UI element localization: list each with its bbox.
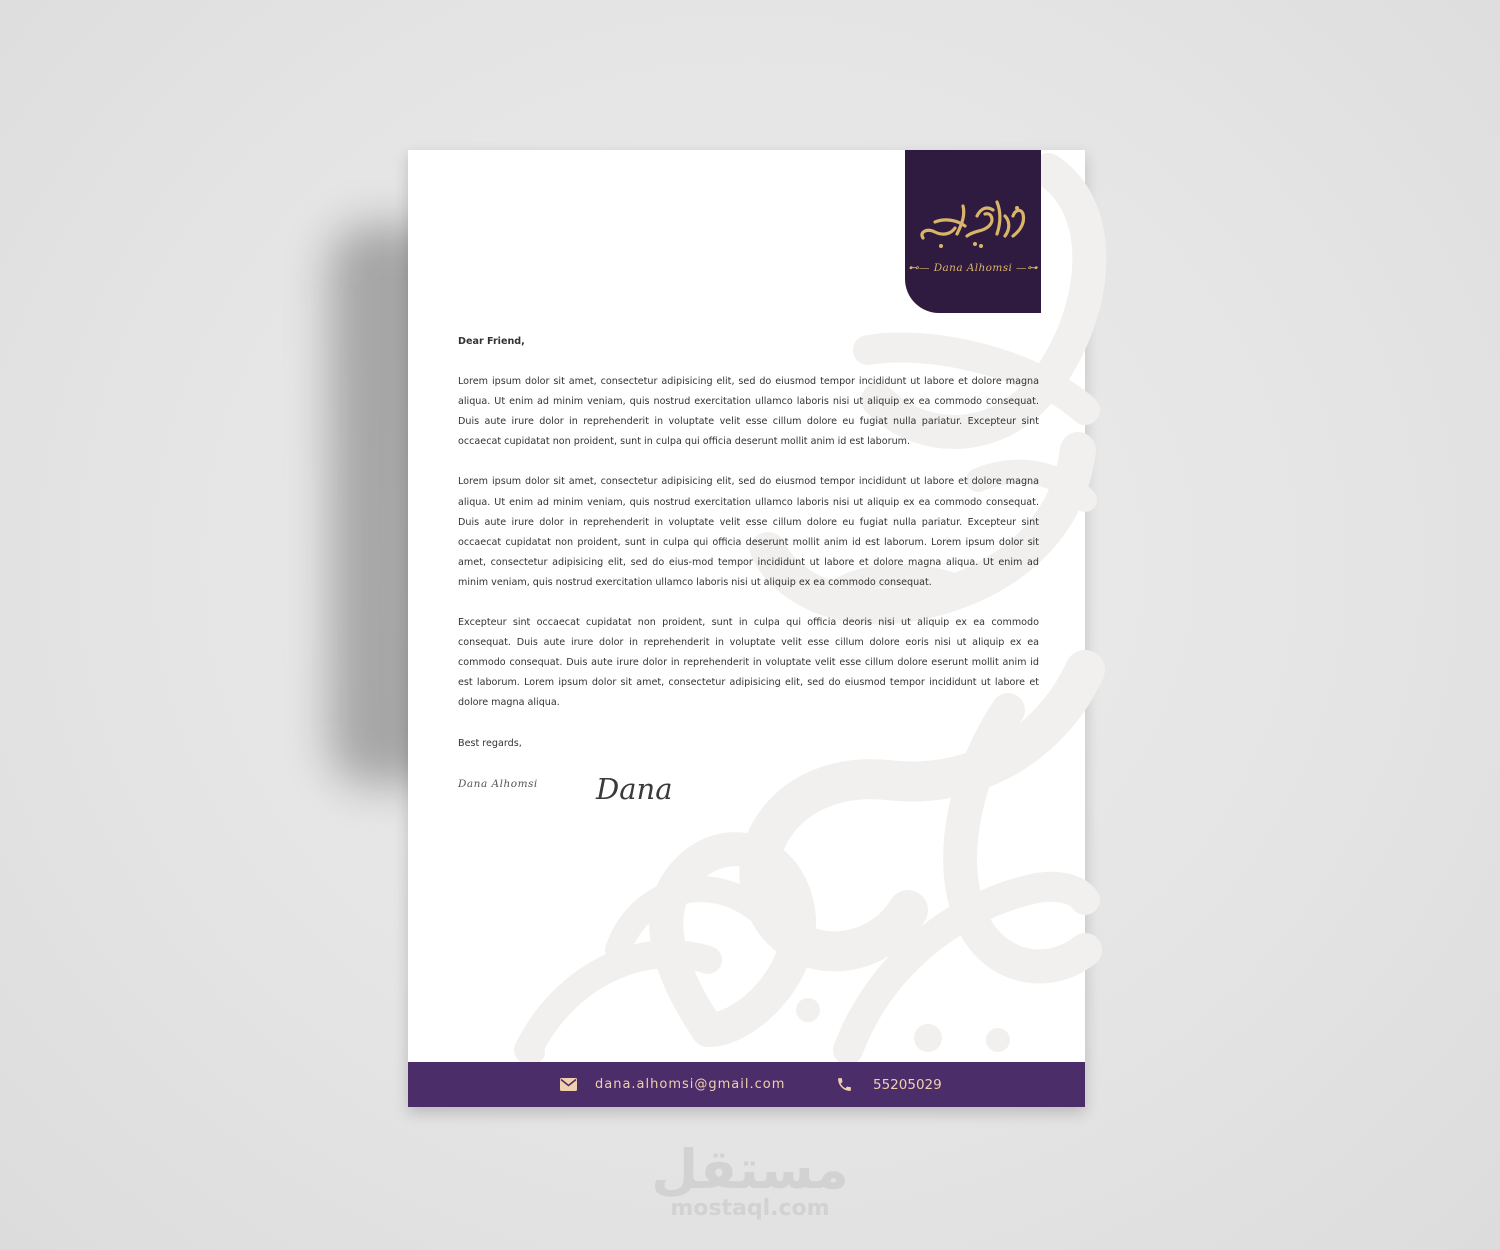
logo-flourish-left: ⊷— <box>908 262 930 274</box>
logo-flourish-right: —⊶ <box>1016 262 1038 274</box>
letterhead-footer <box>408 1062 1085 1107</box>
letter-closing: Best regards, <box>458 737 522 749</box>
handwritten-signature: Dana <box>596 772 673 806</box>
phone-icon <box>836 1076 853 1093</box>
arabic-logo-text: دانة الحمصي <box>973 117 1059 134</box>
watermark-logo: مستقل <box>651 1138 849 1201</box>
envelope-icon <box>560 1078 577 1091</box>
footer-phone-text: 55205029 <box>873 1076 942 1093</box>
site-watermark <box>620 1140 880 1221</box>
logo-block <box>905 117 1059 313</box>
arabic-calligraphy-logo <box>905 117 1059 262</box>
letter-paragraph-1: Lorem ipsum dolor sit amet, consectetur adipisicing elit, sed do eiusmod tempor incididunt ut labore et dolore magna aliqua. Ut enim ad minim veniam, quis nostrud exercitation ullamco laboris nisi ut aliquip ex ea commodo consequat. Duis aute irure dolor in reprehenderit in voluptate velit esse cillum dolore eu fugiat nulla pariatur. Excepteur sint occaecat cupidatat non proident, sunt in culpa qui officia deserunt mollit anim id est laborum. <box>458 376 1039 448</box>
logo-latin-text: Dana Alhomsi <box>933 262 1013 274</box>
footer-email <box>560 1062 785 1107</box>
letter-paragraph-2: Lorem ipsum dolor sit amet, consectetur adipisicing elit, sed do eiusmod tempor incididunt ut labore et dolore magna aliqua. Ut enim ad minim veniam, quis nostrud exercitation ullamco laboris nisi ut aliquip ex ea commodo consequat. Duis aute irure dolor in reprehenderit in voluptate velit esse cillum dolore eu fugiat nulla pariatur. Excepteur sint occaecat cupidatat non proident, sunt in culpa qui officia deserunt mollit anim id est laborum. Lorem ipsum dolor sit amet, consectetur adipisicing elit, sed do eius-mod tempor incididunt ut labore et dolore magna aliqua. Ut enim ad minim veniam, quis nostrud exercitation ullamco laboris nisi ut aliquip ex ea commodo consequat. <box>458 476 1039 588</box>
letterhead-sheet <box>408 117 1085 1107</box>
watermark-url: mostaql.com <box>670 1196 830 1221</box>
letter-greeting: Dear Friend, <box>458 336 525 347</box>
letter-paragraph-3: Excepteur sint occaecat cupidatat non proident, sunt in culpa qui officia deoris nisi ut aliquip ex ea commodo consequat. Duis aute irure dolor in reprehenderit in voluptate velit esse cillum dolore eoris nisi ut aliquip ex ea commodo consequat. Duis aute irure dolor in reprehenderit in voluptate velit esse cillum dolore eserunt mollit anim id est laborum. Lorem ipsum dolor sit amet, consectetur adipisicing elit, sed do eiusmod tempor incididunt ut labore et dolore magna aliqua. <box>458 617 1039 709</box>
letter-sender-name: Dana Alhomsi <box>458 777 538 790</box>
footer-email-text: dana.alhomsi@gmail.com <box>595 1077 786 1092</box>
logo-latin-name <box>905 262 1041 274</box>
footer-phone <box>836 1062 942 1107</box>
letter-body <box>458 332 1039 804</box>
